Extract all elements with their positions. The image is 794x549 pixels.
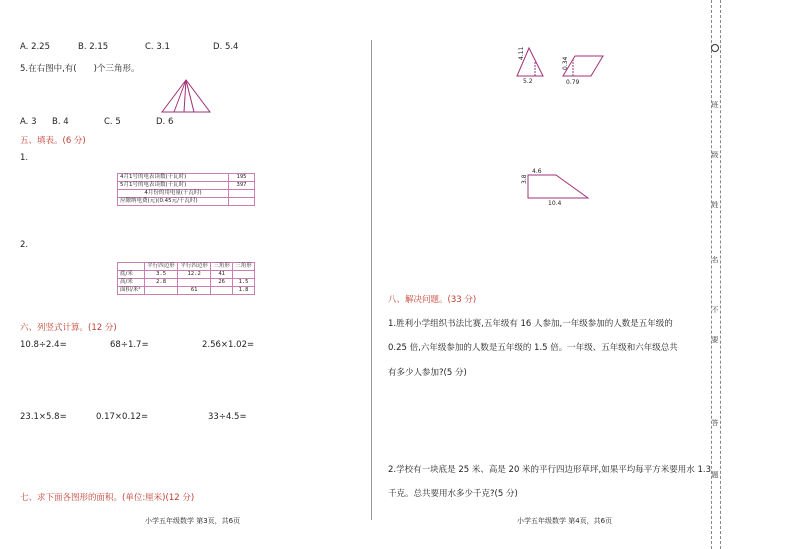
- table-cell: 4月1号的电表读数(千瓦时): [118, 174, 229, 182]
- calc-expression: 23.1×5.8=: [20, 412, 67, 422]
- page-footer-right: 小学五年级数学 第4页，共6页: [517, 517, 613, 525]
- item-2-label: 2.: [20, 240, 29, 250]
- table-cell: 41: [211, 271, 233, 279]
- table-cell: [229, 190, 255, 198]
- figure-label: 4.6: [532, 168, 542, 175]
- binding-strip: [711, 0, 721, 549]
- table-cell: 高/米: [118, 279, 145, 287]
- electricity-table: [117, 173, 255, 206]
- binding-label: 题: [711, 471, 719, 479]
- q5-option-c: C. 5: [104, 117, 121, 127]
- table-cell: 三角形: [211, 263, 233, 271]
- binding-label: 不: [711, 306, 719, 314]
- problem-1-line: 有多少人参加?(5 分): [388, 368, 467, 378]
- table-cell: 平行四边形: [178, 263, 211, 271]
- table-cell: 三角形: [233, 263, 255, 271]
- table-cell: 4月份的用电量(千瓦时): [118, 190, 229, 198]
- table-cell: 应缴纳电费(元)(0.45元/千瓦时): [118, 198, 229, 206]
- figure-label: 0.79: [566, 79, 580, 86]
- table-cell: 397: [229, 182, 255, 190]
- table-cell: 平行四边形: [145, 263, 178, 271]
- figure-label: 10.4: [548, 200, 562, 207]
- table-row: [118, 190, 255, 198]
- table-cell: 26: [211, 279, 233, 287]
- q5-question: 5.在右图中,有( )个三角形。: [20, 64, 140, 74]
- q4-option-b: B. 2.15: [78, 42, 109, 52]
- table-cell: 12.2: [178, 271, 211, 279]
- table-row: [118, 174, 255, 182]
- figure-label: 5.2: [523, 78, 533, 85]
- table-cell: [178, 279, 211, 287]
- table-row: [118, 198, 255, 206]
- section-5-title: 五、填表。(6 分): [20, 136, 86, 146]
- q5-option-b: B. 4: [52, 117, 69, 127]
- table-cell: [233, 271, 255, 279]
- table-row: [118, 287, 255, 295]
- table-cell: 5月1号的电表读数(千瓦时): [118, 182, 229, 190]
- figure-label: 4.11: [518, 46, 525, 60]
- trapezoid-figure: [522, 172, 592, 202]
- table-cell: 1.5: [233, 279, 255, 287]
- q4-option-c: C. 3.1: [145, 42, 170, 52]
- figure-label: 0.34: [562, 56, 569, 70]
- binding-hole-icon: [711, 44, 719, 52]
- table-cell: 1.8: [233, 287, 255, 295]
- table-row: [118, 182, 255, 190]
- calc-expression: 0.17×0.12=: [96, 412, 149, 422]
- binding-label: 姓: [711, 201, 719, 209]
- item-1-label: 1.: [20, 153, 29, 163]
- calc-expression: 2.56×1.02=: [202, 340, 255, 350]
- binding-label: 答: [711, 419, 719, 427]
- section-7-title: 七、求下面各图形的面积。(单位:厘米)(12 分): [20, 493, 195, 503]
- table-cell: [145, 287, 178, 295]
- table-row: [118, 279, 255, 287]
- page-footer-left: 小学五年级数学 第3页，共6页: [145, 517, 241, 525]
- section-8-title: 八、解决问题。(33 分): [388, 295, 477, 305]
- table-cell: 195: [229, 174, 255, 182]
- q4-option-a: A. 2.25: [20, 42, 50, 52]
- table-cell: 底/米: [118, 271, 145, 279]
- table-row: [118, 271, 255, 279]
- table-cell: 2.8: [145, 279, 178, 287]
- table-cell: [118, 263, 145, 271]
- q5-option-a: A. 3: [20, 117, 37, 127]
- area-table: [117, 262, 255, 295]
- calc-expression: 10.8÷2.4=: [20, 340, 67, 350]
- table-cell: [229, 198, 255, 206]
- page-divider: [371, 40, 372, 520]
- calc-expression: 33÷4.5=: [208, 412, 247, 422]
- calc-expression: 68÷1.7=: [110, 340, 149, 350]
- table-cell: [211, 287, 233, 295]
- binding-label: 要: [711, 336, 719, 344]
- table-cell: 面积/米²: [118, 287, 145, 295]
- table-cell: 3.5: [145, 271, 178, 279]
- q5-option-d: D. 6: [156, 117, 174, 127]
- problem-1-line: 1.胜利小学组织书法比赛,五年级有 16 人参加,一年级参加的人数是五年级的: [388, 319, 673, 329]
- table-row: [118, 263, 255, 271]
- section-6-title: 六、列竖式计算。(12 分): [20, 323, 117, 333]
- problem-1-line: 0.25 倍,六年级参加的人数是五年级的 1.5 倍。一年级、五年级和六年级总共: [388, 343, 678, 353]
- binding-label: 名: [711, 256, 719, 264]
- q4-option-d: D. 5.4: [213, 42, 239, 52]
- figure-label: 3.8: [521, 174, 528, 184]
- binding-label: 级: [711, 151, 719, 159]
- table-cell: 61: [178, 287, 211, 295]
- binding-label: 班: [711, 101, 719, 109]
- problem-2-line: 2.学校有一块底是 25 米、高是 20 米的平行四边形草坪,如果平均每平方米要用水 1.3: [388, 465, 711, 475]
- q5-triangle-figure: [160, 78, 212, 114]
- problem-2-line: 千克。总共要用水多少千克?(5 分): [388, 489, 518, 499]
